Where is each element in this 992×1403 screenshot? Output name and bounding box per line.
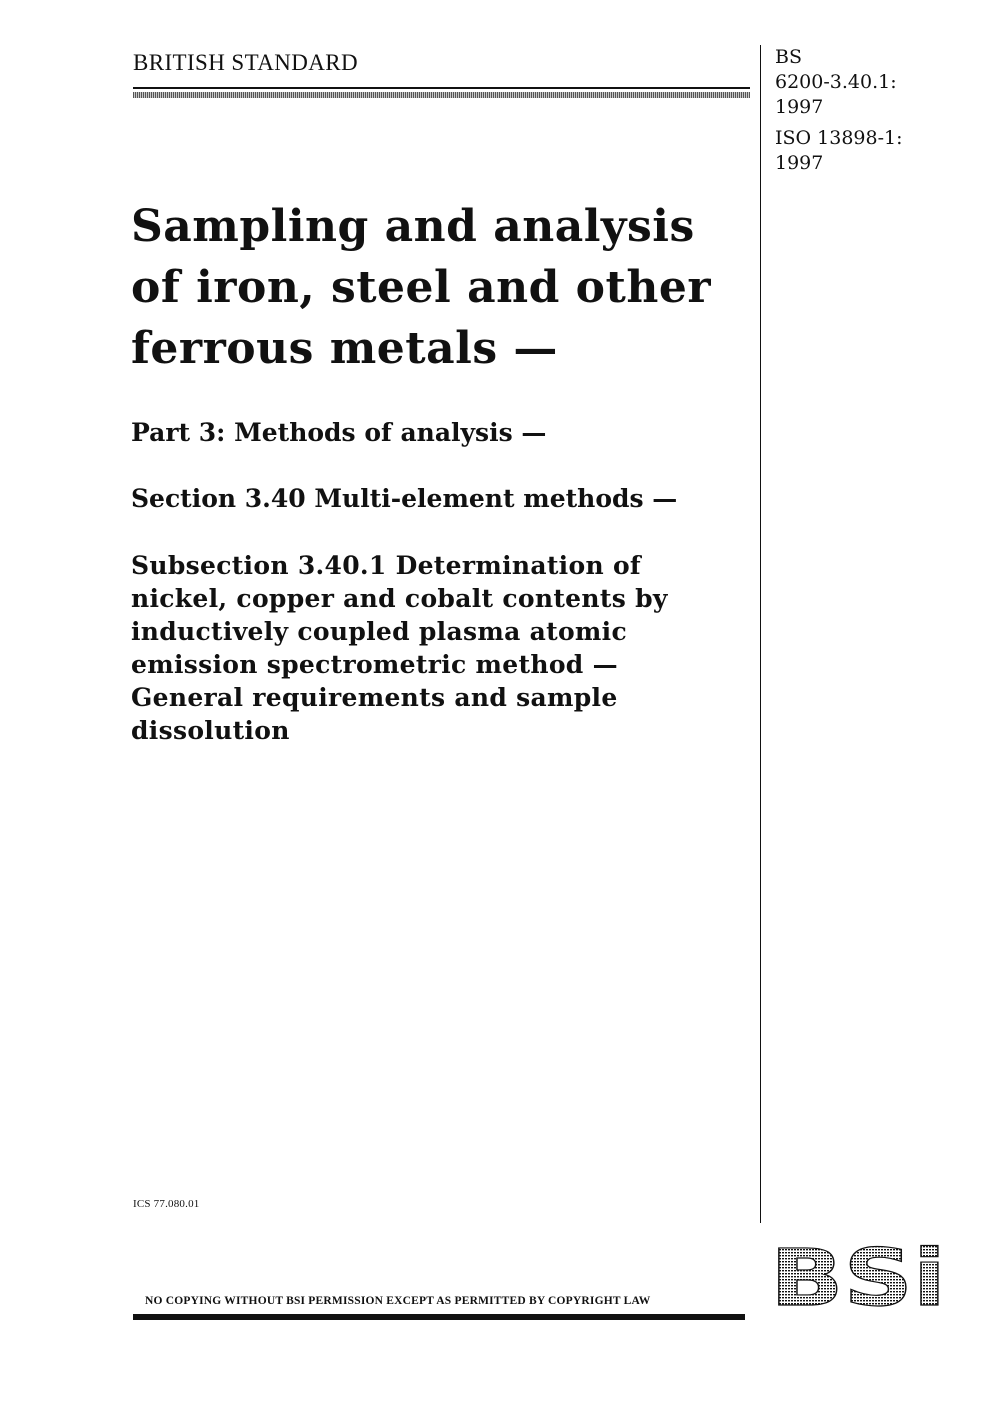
subsection-line-2: nickel, copper and cobalt contents by — [131, 584, 668, 613]
bs-number-line3: 1997 — [775, 96, 824, 118]
vertical-divider — [760, 45, 761, 1223]
subsection-line-4: emission spectrometric method — — [131, 650, 618, 679]
bsi-logo-text: BSi — [770, 1243, 946, 1311]
iso-number-line2: 1997 — [775, 152, 824, 174]
bsi-logo — [770, 1243, 946, 1315]
section-heading: Section 3.40 Multi-element methods — — [131, 484, 678, 513]
part-heading: Part 3: Methods of analysis — — [131, 418, 547, 447]
title-line-2: of iron, steel and other — [131, 262, 712, 313]
iso-number-line1: ISO 13898-1: — [775, 127, 903, 149]
subsection-line-3: inductively coupled plasma atomic — [131, 617, 627, 646]
bs-number-line2: 6200-3.40.1: — [775, 71, 897, 93]
ics-code: ICS 77.080.01 — [133, 1198, 200, 1210]
subsection-line-5: General requirements and sample — [131, 683, 618, 712]
document-title — [131, 196, 751, 379]
subsection-heading — [131, 549, 751, 747]
copyright-notice: NO COPYING WITHOUT BSI PERMISSION EXCEPT AS PERMITTED BY COPYRIGHT LAW — [145, 1295, 651, 1307]
header-rule-thin — [133, 87, 750, 89]
bottom-rule — [133, 1314, 745, 1320]
header-rule-thick — [133, 92, 750, 98]
title-line-3: ferrous metals — — [131, 323, 558, 374]
header-label: BRITISH STANDARD — [133, 50, 358, 75]
title-line-1: Sampling and analysis — [131, 201, 695, 252]
subsection-line-1: Subsection 3.40.1 Determination of — [131, 551, 641, 580]
standard-number — [775, 45, 903, 176]
bs-number-line1: BS — [775, 46, 802, 68]
bsi-logo-graphic — [770, 1243, 946, 1311]
subsection-line-6: dissolution — [131, 716, 290, 745]
header-rule — [133, 87, 750, 99]
